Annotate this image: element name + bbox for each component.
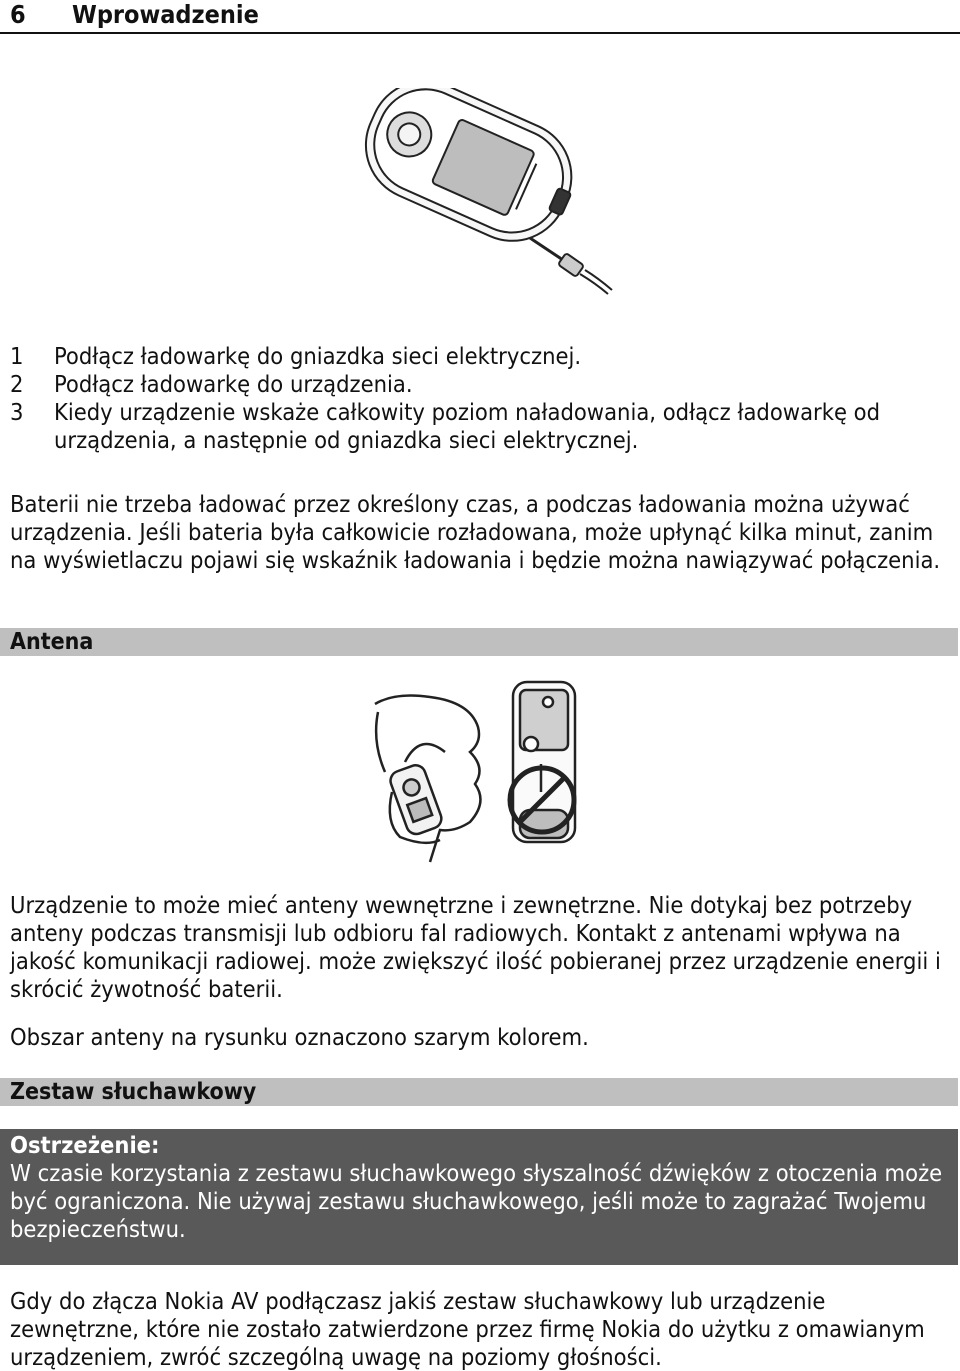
step-item [10,398,950,454]
warning-text: W czasie korzystania z zestawu słuchawkowego słyszalność dźwięków z otoczenia może być ograniczona. Nie używaj zestawu słuchawkowego, jeśli może to zagrażać Twojemu bezpieczeństwu. [10,1159,943,1243]
step-item [10,370,950,398]
step-text: Podłącz ładowarkę do urządzenia. [54,370,413,398]
phone-charger-illustration [0,88,960,298]
antenna-paragraph: Urządzenie to może mieć anteny wewnętrzne i zewnętrzne. Nie dotykaj bez potrzeby anteny podczas transmisji lub odbioru fal radiowych. Kontakt z antenami wpływa na jakość komunikacji radiowej. może zwiększyć ilość pobieranej przez urządzenie energii i skrócić żywotność baterii. [10,891,941,1003]
step-item [10,342,950,370]
header-divider [0,32,960,34]
step-number: 1 [10,342,24,370]
antenna-illustration [0,672,960,872]
charging-steps [10,342,950,454]
chapter-title: Wprowadzenie [72,0,259,29]
step-number: 2 [10,370,24,398]
page-number: 6 [10,0,26,29]
battery-paragraph: Baterii nie trzeba ładować przez określony czas, a podczas ładowania można używać urządzenia. Jeśli bateria była całkowicie rozładowana, może upłynąć kilka minut, zanim na wyświetlaczu pojawi się wskaźnik ładowania i będzie można nawiązywać połączenia. [10,490,941,574]
headset-paragraph: Gdy do złącza Nokia AV podłączasz jakiś zestaw słuchawkowy lub urządzenie zewnętrzne, które nie zostało zatwierdzone przez firmę Nokia do użytku z omawianym urządzeniem, zwróć szczególną uwagę na poziomy głośności. [10,1287,925,1371]
step-number: 3 [10,398,24,426]
warning-box [0,1129,958,1265]
step-text: Kiedy urządzenie wskaże całkowity poziom naładowania, odłącz ładowarkę od urządzenia, a następnie od gniazdka sieci elektrycznej. [54,398,881,454]
headset-heading: Zestaw słuchawkowy [0,1078,958,1106]
page-header [10,0,259,30]
warning-title: Ostrzeżenie: [10,1131,160,1159]
antenna-note: Obszar anteny na rysunku oznaczono szarym kolorem. [10,1023,589,1051]
antenna-heading: Antena [0,628,958,656]
step-text: Podłącz ładowarkę do gniazdka sieci elektrycznej. [54,342,582,370]
